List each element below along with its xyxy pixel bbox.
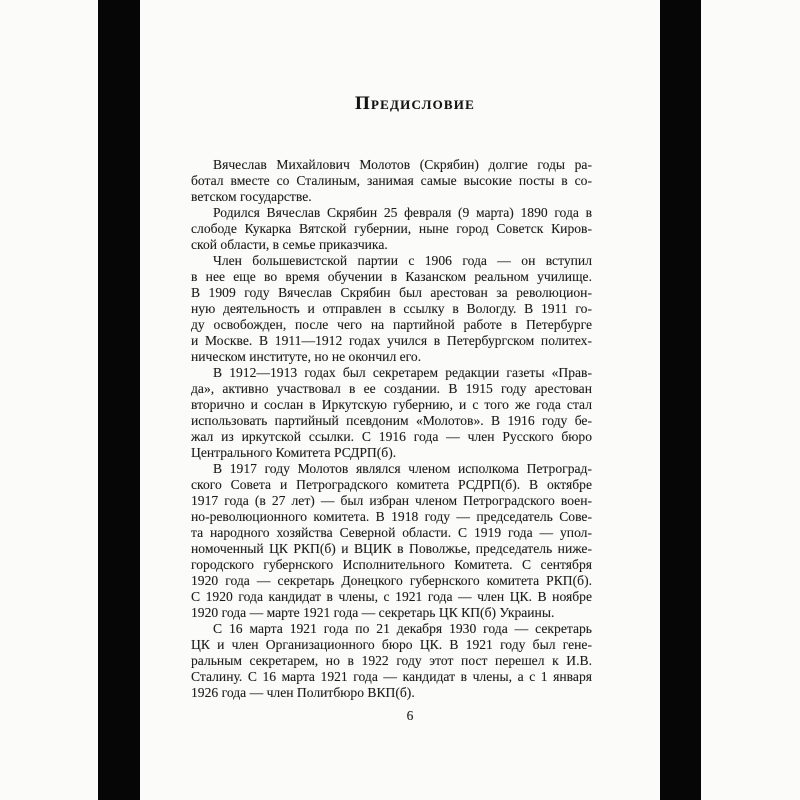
text-line: ЦК и член Организационного бюро ЦК. В 1921 году был гене- <box>191 637 592 652</box>
text-line: Вячеслав Михайлович Молотов (Скрябин) долгие годы ра- <box>213 157 592 172</box>
text-line: ской области, в семье приказчика. <box>191 237 388 252</box>
text-line: вторично и сослан в Иркутскую губернию, и с того же года стал <box>191 397 592 412</box>
text-line: ную деятельность и отправлен в ссылку в Вологду. В 1911 го- <box>191 301 592 316</box>
paragraph <box>191 621 592 701</box>
text-line: ду освобожден, после чего на партийной работе в Петербурге <box>191 317 592 332</box>
text-line: Член большевистской партии с 1906 года — он вступил <box>213 253 592 268</box>
text-line: Центрального Комитета РСДРП(б). <box>191 445 397 460</box>
paragraph <box>191 157 592 205</box>
text-line: 1926 года — член Политбюро ВКП(б). <box>191 685 415 700</box>
text-line: в нее еще во время обучении в Казанском реальном училище. <box>191 269 592 284</box>
text-line: 1917 года (в 27 лет) — был избран членом Петроградского воен- <box>191 493 592 508</box>
text-line: ральным секретарем, но в 1922 году этот пост перешел к И.В. <box>191 653 592 668</box>
text-line: городского губернского Исполнительного Комитета. С сентября <box>191 557 592 572</box>
book-cover-edge-right <box>660 0 701 800</box>
paragraph <box>191 205 592 253</box>
text-line: В 1917 году Молотов являлся членом исполкома Петроград- <box>213 461 592 476</box>
text-line: использовать партийный псевдоним «Молотов». В 1916 году бе- <box>191 413 592 428</box>
text-line: и Москве. В 1911—1912 годах учился в Петербургском политех- <box>191 333 592 348</box>
text-line: ботал вместе со Сталиным, занимая самые высокие посты в со- <box>191 173 592 188</box>
text-line: но-революционного комитета. В 1918 году — председатель Сове- <box>191 509 592 524</box>
text-line: ского Совета и Петроградского комитета РСДРП(б). В октябре <box>191 477 592 492</box>
text-line: да», активно участвовал в ее создании. В 1915 году арестован <box>191 381 592 396</box>
text-line: 1920 года — марте 1921 года — секретарь ЦК КП(б) Украины. <box>191 605 555 620</box>
text-line: В 1912—1913 годах был секретарем редакции газеты «Прав- <box>213 365 592 380</box>
paragraph <box>191 253 592 365</box>
text-line: Родился Вячеслав Скрябин 25 февраля (9 марта) 1890 года в <box>213 205 592 220</box>
text-line: Сталину. С 16 марта 1921 года — кандидат в члены, а с 1 января <box>191 669 592 684</box>
paragraph <box>191 365 592 461</box>
paragraph <box>191 461 592 621</box>
page-title: Предисловие <box>355 93 475 114</box>
text-line: та народного хозяйства Северной области. С 1919 года — упол- <box>191 525 592 540</box>
text-line: слободе Кукарка Вятской губернии, ныне город Советск Киров- <box>191 221 592 236</box>
text-line: С 16 марта 1921 года по 21 декабря 1930 года — секретарь <box>213 621 592 636</box>
text-line: номоченный ЦК РКП(б) и ВЦИК в Поволжье, председатель ниже- <box>191 541 592 556</box>
text-line: В 1909 году Вячеслав Скрябин был арестован за революцион- <box>191 285 592 300</box>
text-line: 1920 года — секретарь Донецкого губернского комитета РКП(б). <box>191 573 592 588</box>
text-line: ническом институте, но не окончил его. <box>191 349 422 364</box>
book-cover-edge-left <box>98 0 140 800</box>
page-number: 6 <box>406 708 414 723</box>
text-line: ветском государстве. <box>191 189 312 204</box>
text-line: С 1920 года кандидат в члены, с 1921 года — член ЦК. В ноябре <box>191 589 592 604</box>
text-line: жал из иркутской ссылки. С 1916 года — член Русского бюро <box>191 429 592 444</box>
body-text <box>191 157 592 701</box>
